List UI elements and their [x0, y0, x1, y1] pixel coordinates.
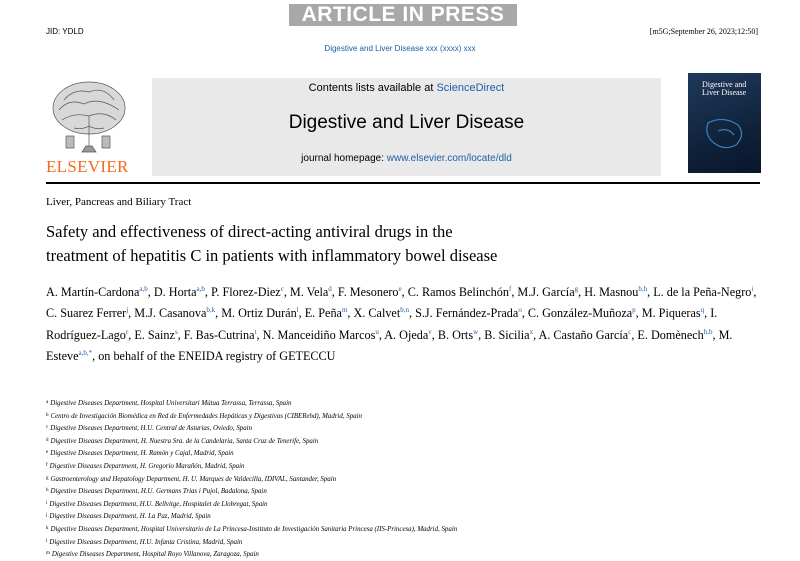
journal-masthead [152, 78, 661, 176]
author-name[interactable]: L. de la Peña-Negro [653, 285, 752, 300]
affiliation-text: Gastroenterology and Hepatology Department, H. U. Marques de Valdecilla, IDIVAL, Santander, Spain [50, 475, 337, 483]
author-affiliation-marker[interactable]: q [700, 306, 705, 315]
author-name[interactable]: M. Ortiz Durán [221, 306, 297, 321]
author-name[interactable]: X. Calvet [353, 306, 401, 321]
author-name[interactable]: P. Florez-Diez [210, 285, 281, 300]
author-name[interactable]: I. Rodríguez-Lago [46, 306, 718, 342]
author-affiliation-marker[interactable]: j [126, 306, 129, 315]
elsevier-wordmark: ELSEVIER [46, 157, 129, 176]
affiliation-letter: d [46, 437, 49, 443]
author-name[interactable]: M. Esteve [46, 327, 733, 364]
author-name[interactable]: S.J. Fernández-Prada [415, 306, 519, 321]
affiliation-letter: l [46, 538, 48, 544]
author-name[interactable]: C. Suarez Ferrer [46, 306, 127, 321]
header-divider [46, 182, 760, 184]
affiliation-text: Digestive Diseases Department, H. La Paz, Madrid, Spain [49, 513, 211, 521]
author-affiliation-marker[interactable]: t [254, 327, 257, 336]
author-affiliation-marker[interactable]: c [280, 285, 284, 293]
author-name[interactable]: D. Horta [153, 285, 197, 300]
author-affiliation-marker[interactable]: i [751, 285, 754, 293]
author-affiliation-marker[interactable]: f [508, 285, 512, 293]
author-name[interactable]: A. Castaño García [538, 327, 629, 342]
author-affiliation-marker[interactable]: x [529, 327, 534, 336]
affiliation-list [46, 397, 766, 561]
affiliation-item [46, 473, 766, 486]
author-affiliation-marker[interactable]: s [174, 327, 178, 336]
affiliation-item [46, 410, 766, 423]
affiliation-letter: c [46, 425, 49, 431]
author-affiliation-marker[interactable]: e [398, 285, 402, 293]
journal-homepage-line [152, 153, 661, 164]
author-affiliation-marker[interactable]: r [125, 327, 129, 336]
affiliation-text: Digestive Diseases Department, H.U. Germans Trias i Pujol, Badalona, Spain [50, 488, 267, 496]
author-affiliation-marker[interactable]: w [473, 327, 479, 336]
citation-link[interactable]: Digestive and Liver Disease xxx (xxxx) xxx [324, 44, 476, 53]
author-affiliation-marker[interactable]: u [375, 327, 379, 336]
affiliation-text: Digestive Diseases Department, Hospital Royo Villanova, Zaragoza, Spain [51, 551, 259, 559]
affiliation-text: Digestive Diseases Department, H.U. Central de Asturias, Oviedo, Spain [50, 425, 253, 433]
author-affiliation-marker[interactable]: g [574, 285, 579, 293]
author-name[interactable]: M.J. Casanova [134, 306, 207, 321]
affiliation-text: Digestive Diseases Department, Hospital Universitario de La Princesa-Instituto de Investigación Sanitaria Princesa (IIS-Princesa), Madrid, Spain [50, 525, 458, 533]
affiliation-letter: e [46, 450, 49, 456]
affiliation-item [46, 397, 766, 410]
author-name[interactable]: F. Bas-Cutrina [183, 327, 255, 342]
author-affiliation-marker[interactable]: v [428, 327, 432, 336]
homepage-link[interactable]: www.elsevier.com/locate/dld [386, 153, 512, 164]
affiliation-item [46, 536, 766, 549]
production-stamp: [m5G;September 26, 2023;12:50] [649, 27, 758, 36]
journal-id: JID: YDLD [46, 27, 84, 36]
author-name[interactable]: A. Ojeda [384, 327, 429, 342]
contents-prefix: Contents lists available at [308, 82, 437, 94]
affiliation-letter: f [46, 462, 48, 468]
author-affiliation-marker[interactable]: a,b [196, 285, 205, 293]
affiliation-text: Digestive Diseases Department, H. Gregorio Marañón, Madrid, Spain [49, 462, 245, 470]
author-name[interactable]: M. Vela [289, 285, 329, 300]
homepage-prefix: journal homepage: [301, 153, 387, 164]
author-affiliation-marker[interactable]: c [628, 327, 632, 336]
affiliation-letter: b [46, 412, 49, 418]
author-name[interactable]: A. Martín-Cardona [46, 285, 140, 300]
author-name[interactable]: H. Masnou [584, 285, 639, 300]
affiliation-letter: m [46, 551, 50, 557]
author-affiliation-marker[interactable]: a,b [139, 285, 148, 293]
author-name[interactable]: E. Peña [304, 306, 342, 321]
affiliation-item [46, 422, 766, 435]
author-affiliation-marker[interactable]: d [328, 285, 332, 293]
author-affiliation-marker[interactable]: b,h [638, 285, 648, 293]
affiliation-item [46, 498, 766, 511]
affiliation-item [46, 510, 766, 523]
author-affiliation-marker[interactable]: b,k [206, 306, 216, 315]
journal-title: Digestive and Liver Disease [288, 112, 525, 133]
affiliation-text: Digestive Diseases Department, H.U. Infanta Cristina, Madrid, Spain [49, 538, 243, 546]
article-in-press-banner: ARTICLE IN PRESS [289, 4, 517, 26]
affiliation-letter: h [46, 488, 49, 494]
author-name[interactable]: C. Ramos Belinchón [407, 285, 509, 300]
authors-group-note: , on behalf of the ENEIDA registry of GETECCU [92, 349, 336, 364]
affiliation-letter: a [46, 400, 49, 405]
affiliation-text: Digestive Diseases Department, H. Nuestra Sra. de la Candelaria, Santa Cruz de Tenerife, Spain [50, 437, 319, 445]
author-name[interactable]: E. Sainz [134, 327, 175, 342]
affiliation-text: Digestive Diseases Department, H. Ramón y Cajal, Madrid, Spain [50, 450, 234, 458]
author-name[interactable]: C. González-Muñoza [527, 306, 633, 321]
author-name[interactable]: E. Domènech [637, 327, 704, 342]
sciencedirect-link[interactable]: ScienceDirect [436, 82, 505, 94]
author-affiliation-marker[interactable]: b,n [400, 306, 409, 315]
author-list: A. Martín-Cardona$^{a,b}$, D. Horta$^{a,b}$, P. Florez-Diez$^c$, M. Vela$^d$, F. Mesonero$^e$, C. Ramos Belinchón$^f$, M.J. García$^g$, H. Masnou$^{b,h}$, L. de la Peña-Negro$^i$, C. Suarez Ferrer$^j$, M.J. Casanova$^{b,k}$, M. Ortiz Durán$^l$, E. Peña$^m$, X. Calvet$^{b,n}$, S.J. Fernández-Prada$^o$, C. González-Muñoza$^p$, M. Piqueras$^q$, I. Rodríguez-Lago$^r$, E. Sainz$^s$, F. Bas-Cutrina$^t$, N. Manceidiño Marcos$^u$, A. Ojeda$^v$, B. Orts$^w$, B. Sicilia$^x$, A. Castaño García$^c$, E. Domènech$^{h,b}$, M. Esteve$^{a,b,*}$, on behalf of the ENEIDA registry of GETECCU [46, 285, 757, 364]
affiliation-item [46, 460, 766, 473]
affiliation-letter: j [46, 513, 48, 519]
affiliation-item [46, 523, 766, 536]
affiliation-text: Digestive Diseases Department, H.U. Bellvitge, Hospitalet de Llobregat, Spain [49, 500, 268, 508]
author-name[interactable]: M. Piqueras [641, 306, 701, 321]
author-affiliation-marker[interactable]: m [341, 306, 348, 315]
title-line-1: Safety and effectiveness of direct-acting antiviral drugs in the [46, 222, 453, 241]
author-name[interactable]: B. Sicilia [484, 327, 530, 342]
article-section: Liver, Pancreas and Biliary Tract [46, 196, 192, 208]
affiliation-text: Centro de Investigación Biomédica en Red de Enfermedades Hepáticas y Digestivas (CIBERehd), Madrid, Spain [50, 412, 362, 420]
affiliation-item [46, 485, 766, 498]
author-affiliation-marker[interactable]: a,b,* [78, 349, 93, 358]
author-name[interactable]: M.J. García [517, 285, 575, 300]
affiliation-item [46, 548, 766, 561]
affiliation-letter: k [46, 525, 49, 531]
author-affiliation-marker[interactable]: o [518, 306, 522, 315]
affiliation-item [46, 435, 766, 448]
affiliation-letter: g [46, 475, 49, 481]
author-affiliation-marker[interactable]: h,b [703, 327, 713, 336]
contents-available-line [152, 82, 661, 94]
title-line-2: treatment of hepatitis C in patients with inflammatory bowel disease [46, 246, 498, 265]
author-affiliation-marker[interactable]: l [296, 306, 299, 315]
affiliation-item [46, 447, 766, 460]
cover-title: Digestive and Liver Disease [702, 80, 747, 97]
author-affiliation-marker[interactable]: p [632, 306, 636, 315]
author-name[interactable]: N. Manceidiño Marcos [262, 327, 376, 342]
author-name[interactable]: B. Orts [437, 327, 474, 342]
author-name[interactable]: F. Mesonero [337, 285, 399, 300]
affiliation-letter: i [46, 500, 48, 506]
article-title [46, 220, 766, 268]
journal-cover-image [688, 73, 761, 173]
affiliation-text: Digestive Diseases Department, Hospital Universitari Mútua Terrassa, Terrassa, Spain [50, 400, 292, 407]
